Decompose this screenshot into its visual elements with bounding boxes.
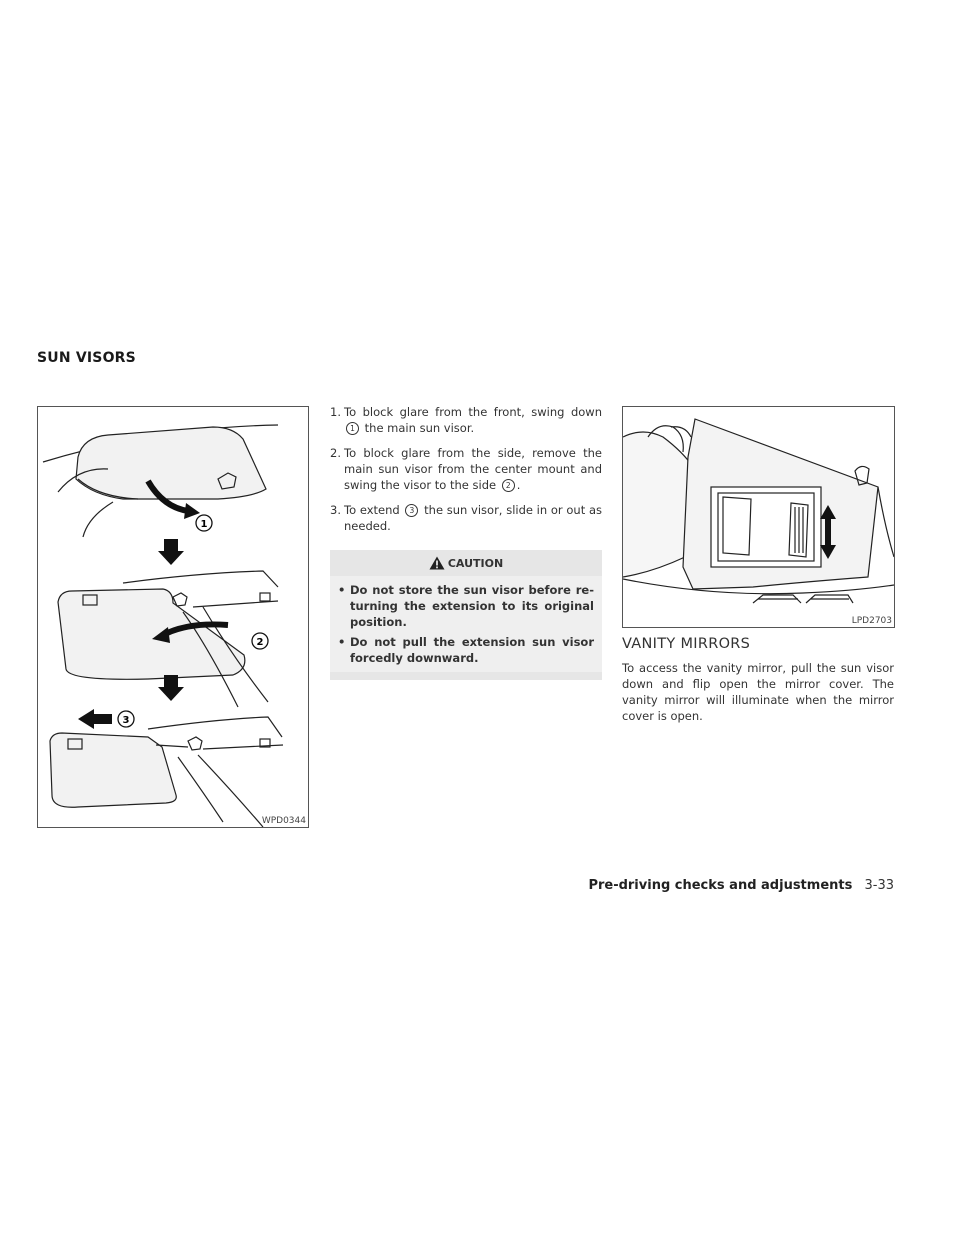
step-2-marker: 2 [502,479,515,492]
caution-title: CAUTION [447,556,504,570]
sun-visor-illustration [38,407,308,827]
caution-item-text: Do not store the sun visor before re-turning the extension to its original position. [350,583,594,629]
step-1-text-post: the main sun visor. [364,421,475,435]
caution-box [330,550,602,680]
step-2-text-pre: To block glare from the side, remove the main sun visor from the center mount and swing the visor to the side [344,446,602,492]
figure-code-right: LPD2703 [851,616,892,626]
sun-visor-figure [37,406,309,828]
step-2-text-post: . [516,478,521,492]
callout-2: 2 [256,637,264,648]
caution-header [330,556,602,576]
step-1 [330,404,602,436]
step-2-number: 2. [330,446,341,460]
step-1-marker: 1 [346,422,359,435]
step-3 [330,502,602,534]
step-3-marker: 3 [405,504,418,517]
figure-code-left: WPD0344 [261,816,306,826]
step-3-number: 3. [330,503,341,517]
bullet-dot: • [338,583,346,597]
step-3-text-post: the sun visor, slide in or out as needed. [344,503,602,533]
page-footer [588,878,894,893]
step-2 [330,445,602,493]
caution-item [338,634,594,666]
instructions-column [330,404,602,680]
vanity-heading: VANITY MIRRORS [622,636,751,652]
bullet-dot: • [338,635,346,649]
caution-item [338,582,594,630]
footer-chapter: Pre-driving checks and adjustments [588,878,853,893]
vanity-text: To access the vanity mirror, pull the sun visor down and flip open the mirror cover. The vanity mirror will illuminate when the mirror cover is open. [622,661,894,723]
vanity-mirror-figure [622,406,895,628]
step-1-number: 1. [330,405,341,419]
vanity-mirror-illustration [623,407,894,627]
vanity-mirrors-section [622,636,894,724]
step-1-text-pre: To block glare from the front, swing down [344,405,602,419]
step-3-text-pre: To extend [344,503,400,517]
caution-item-text: Do not pull the extension sun visor forcedly downward. [350,635,594,665]
section-title: SUN VISORS [37,350,136,366]
callout-3: 3 [122,715,130,726]
warning-icon [429,556,445,570]
page-number: 3-33 [864,878,894,893]
callout-1: 1 [200,519,208,530]
caution-body [330,576,602,672]
